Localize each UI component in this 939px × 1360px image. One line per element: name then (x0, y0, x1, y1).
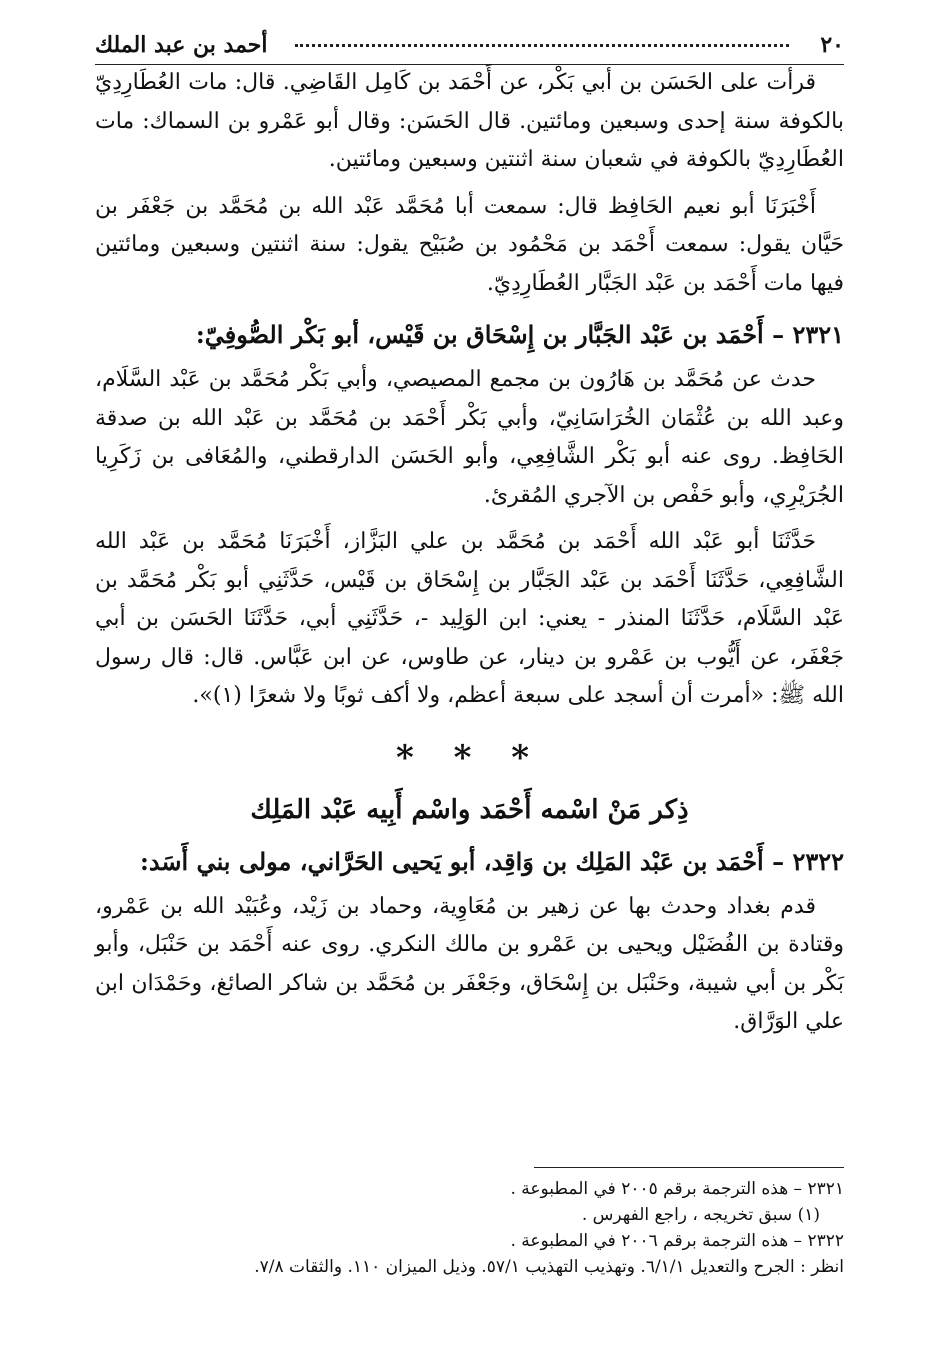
footnote: انظر : الجرح والتعديل ٦/١/١. وتهذيب التهذيب ٥٧/١. وذيل الميزان ١١٠. والثقات ٧/٨. (254, 1257, 844, 1277)
footnote: ٢٣٢١ – هذه الترجمة برقم ٢٠٠٥ في المطبوعة . (510, 1179, 844, 1199)
section-separator: * * * (395, 737, 543, 778)
entry-heading-2321: ٢٣٢١ – أَحْمَد بن عَبْد الجَبَّار بن إِسْحَاق بن قَيْس، أبو بَكْر الصُّوفِيّ: (195, 320, 844, 349)
footnote: ٢٣٢٢ – هذه الترجمة برقم ٢٠٠٦ في المطبوعة . (510, 1231, 844, 1251)
running-title: أحمد بن عبد الملك (95, 32, 268, 58)
page-number: ٢٠ (820, 32, 844, 58)
footnote-rule (534, 1167, 844, 1168)
paragraph: حَدَّثَنَا أبو عَبْد الله أَحْمَد بن مُحَمَّد بن علي البَزَّاز، أَخْبَرَنَا مُحَمَّد بن عَبْد الله الشَّافِعِي، حَدَّثَنَا أَحْمَد بن عَبْد الجَبَّار بن إِسْحَاق بن قَيْس، حَدَّثَنِي أبو بَكْر مُحَمَّد بن عَبْد السَّلَام، حَدَّثَنَا المنذر - يعني: ابن الوَلِيد -، حَدَّثَنِي أبي، حَدَّثَنَا الحَسَن بن أبي جَعْفَر، عن أَيُّوب بن عَمْرو بن دينار، عن طاوس، عن ابن عَبَّاس. قال: قال رسول الله ﷺ: «أمرت أن أسجد على سبعة أعظم، ولا أكف ثوبًا ولا شعرًا (١)». (95, 529, 844, 708)
paragraph: قدم بغداد وحدث بها عن زهير بن مُعَاوِية، وحماد بن زَيْد، وعُبَيْد الله بن عَمْرو، وقتادة بن الفُضَيْل ويحيى بن عَمْرو بن مالك النكري. روى عنه أَحْمَد بن حَنْبَل، وأبو بَكْر بن أبي شيبة، وحَنْبَل بن إِسْحَاق، وجَعْفَر بن مُحَمَّد بن شاكر الصائغ، وحَمْدَان ابن علي الوَرَّاق. (95, 893, 844, 1034)
footnote: (١) سبق تخريجه ، راجع الفهرس . (581, 1205, 820, 1225)
running-header (95, 30, 844, 65)
paragraph: قرأت على الحَسَن بن أبي بَكْر، عن أَحْمَد بن كَامِل القَاضِي. قال: مات العُطَارِدِيّ بالكوفة سنة إحدى وسبعين ومائتين. قال الحَسَن: وقال أبو عَمْرو بن السماك: مات العُطَارِدِيّ بالكوفة في شعبان سنة اثنتين وسبعين ومائتين. (95, 70, 844, 172)
header-dot-leader (295, 44, 789, 47)
paragraph: أَخْبَرَنَا أبو نعيم الحَافِظ قال: سمعت أبا مُحَمَّد عَبْد الله بن مُحَمَّد بن جَعْفَر بن حَيَّان يقول: سمعت أَحْمَد بن مَحْمُود بن صُبَيْح يقول: سنة اثنتين وسبعين ومائتين فيها مات أَحْمَد بن عَبْد الجَبَّار العُطَارِدِيّ. (95, 193, 844, 296)
main-text (95, 64, 844, 1042)
section-heading: ذِكر مَنْ اسْمه أَحْمَد واسْم أَبِيه عَبْد المَلِك (250, 794, 689, 825)
paragraph: حدث عن مُحَمَّد بن هَارُون بن مجمع المصيصي، وأبي بَكْر مُحَمَّد بن عَبْد السَّلَام، وعبد الله بن عُثْمَان الخُرَاسَانِيّ، وأبي بَكْر أَحْمَد بن مُحَمَّد بن عَبْد الله بن صدقة الحَافِظ. روى عنه أبو بَكْر الشَّافِعِي، وأبو الحَسَن الدارقطني، والمُعَافى بن زَكَرِيا الجُرَيْرِي، وأبو حَفْص بن الآجري المُقرئ. (95, 367, 844, 508)
entry-heading-2322: ٢٣٢٢ – أَحْمَد بن عَبْد المَلِك بن وَاقِد، أبو يَحيى الحَرَّاني، مولى بني أَسَد: (139, 846, 844, 876)
footnotes (95, 1176, 844, 1280)
